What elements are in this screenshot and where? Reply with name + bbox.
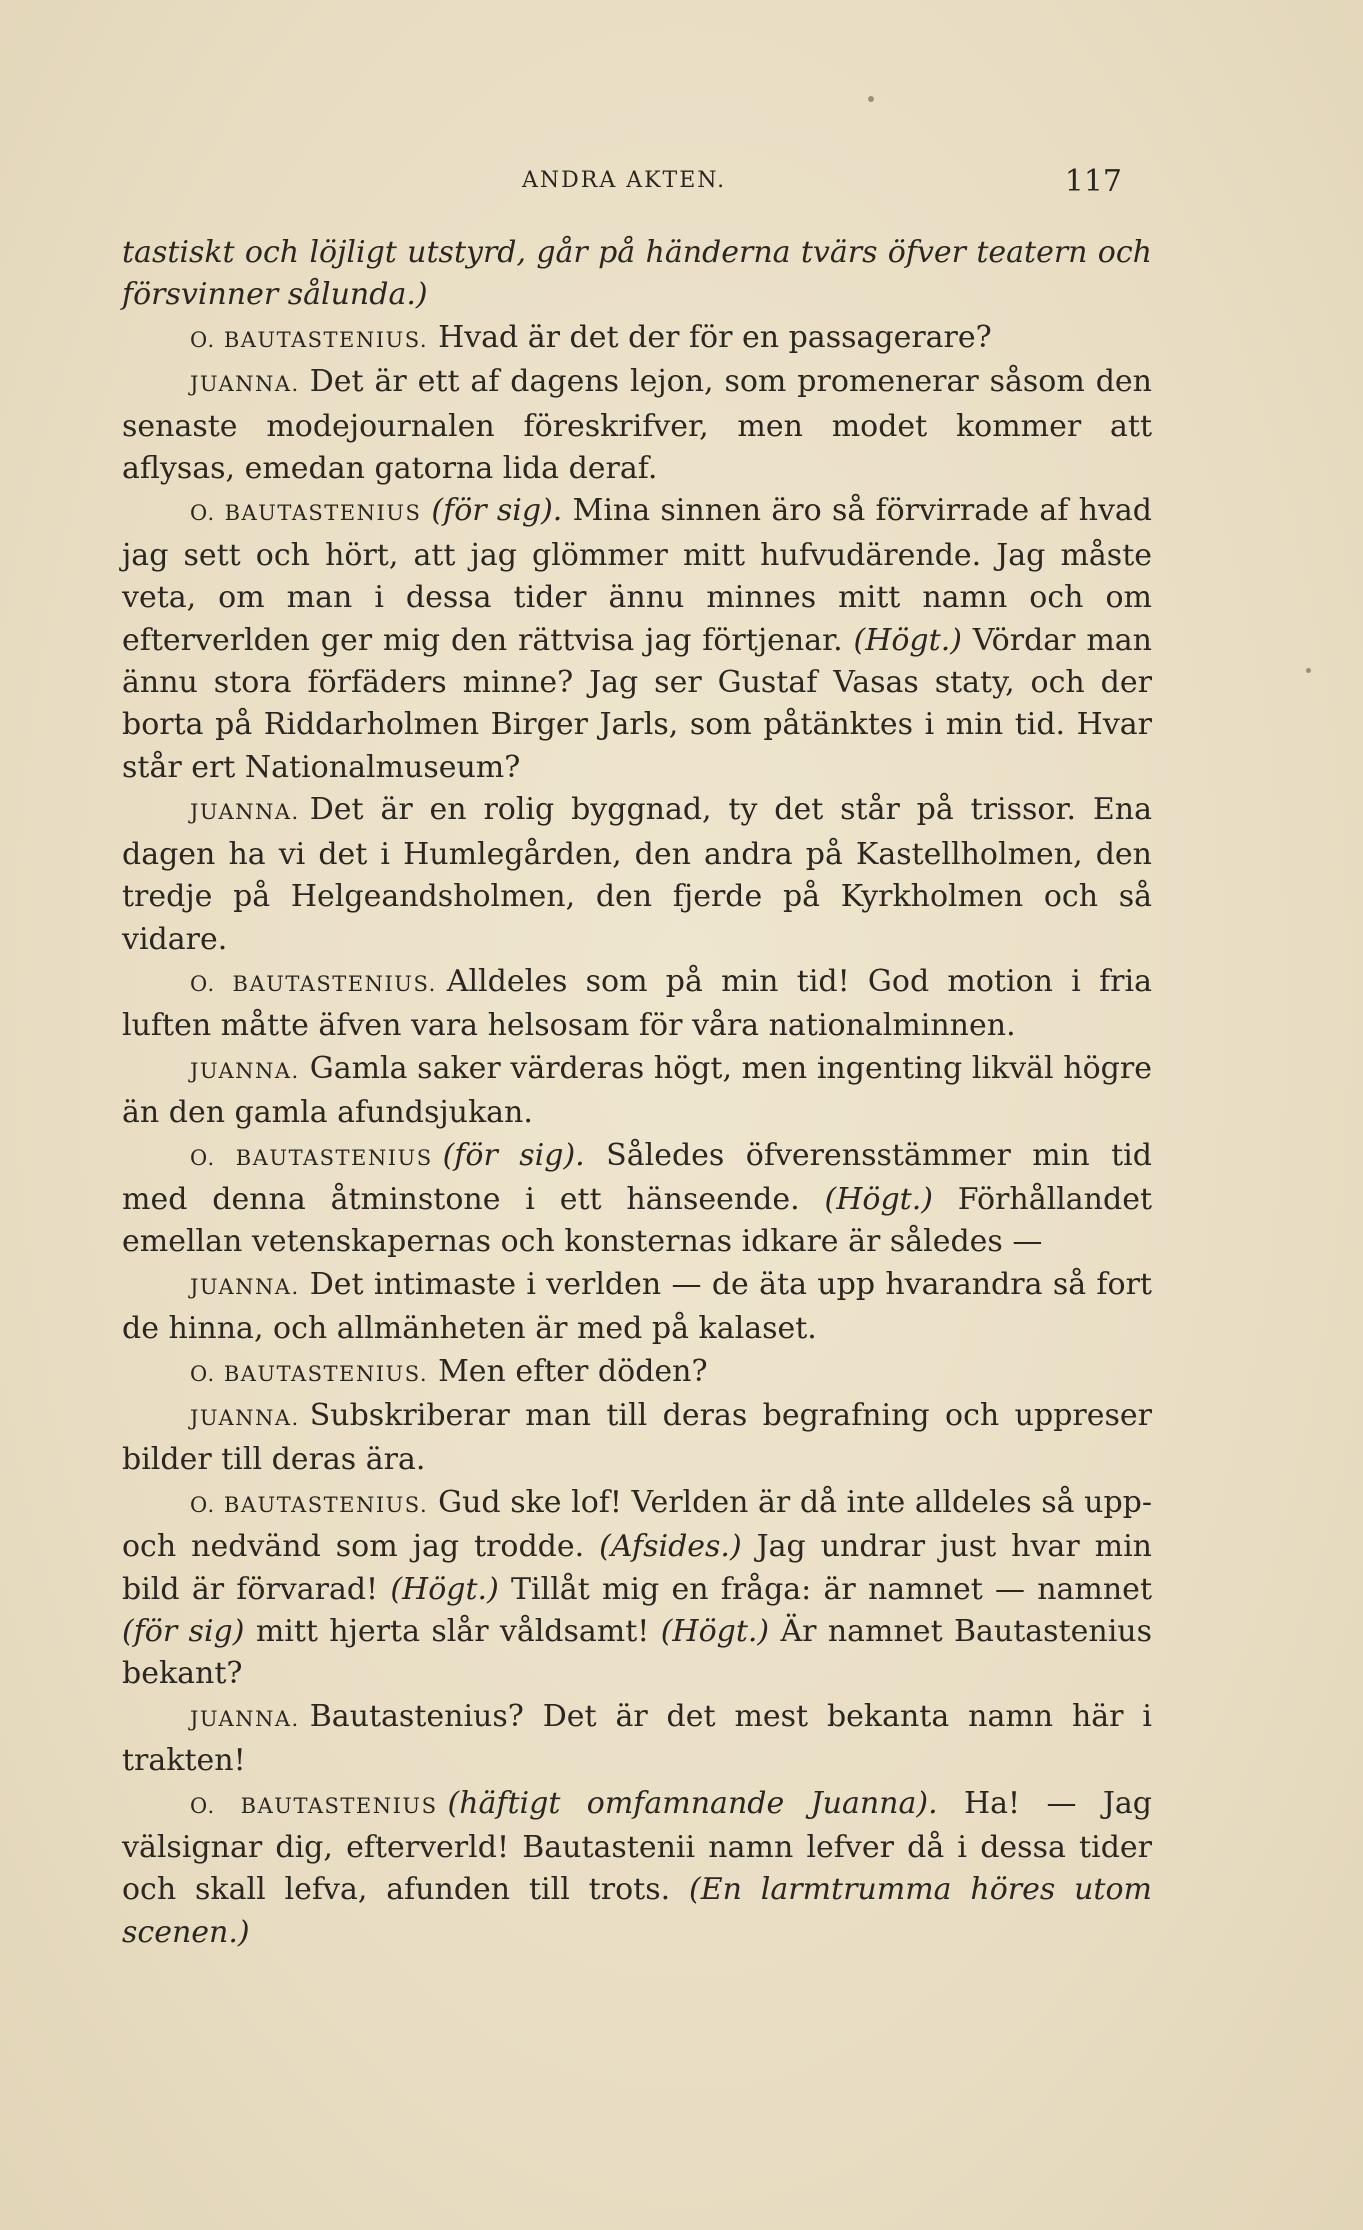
speech-text: Gamla saker värderas högt, men ingenting likväl högre än den gamla afundsjukan. — [122, 1050, 1152, 1131]
stage-aside: (Afsides.) — [599, 1529, 742, 1565]
paper-speck — [1306, 668, 1311, 673]
speaker-name: O. BAUTASTENIUS — [190, 501, 422, 526]
stage-aside: (för sig). — [431, 493, 563, 529]
dialogue-paragraph — [122, 317, 1152, 361]
speaker-name: O. BAUTASTENIUS. — [190, 327, 429, 352]
dialogue-paragraph — [122, 1135, 1152, 1264]
stage-aside: (Högt.) — [853, 622, 962, 658]
dialogue-paragraph — [122, 1395, 1152, 1482]
speech-text: Subskriberar man till deras begrafning och uppreser bilder till deras ära. — [122, 1397, 1152, 1478]
speech-text: Förhållandet emellan vetenskapernas och konsternas idkare är således — — [122, 1181, 1153, 1260]
page-body — [122, 232, 1152, 1954]
stage-aside: (för sig). — [442, 1137, 585, 1173]
speaker-name: JUANNA. — [190, 1274, 300, 1299]
speech-text: Är namnet Bautastenius bekant? — [122, 1614, 1152, 1692]
speech-text: Vördar man ännu stora förfäders minne? Jag ser Gustaf Vasas staty, och der borta på Riddarholmen Birger Jarls, som påtänktes i min tid. Hvar står ert Nationalmuseum? — [122, 622, 1152, 785]
dialogue-paragraph — [122, 361, 1152, 490]
stage-aside: (häftigt omfamnande Juanna). — [447, 1785, 938, 1821]
dialogue-paragraph — [122, 1783, 1152, 1955]
speaker-name: JUANNA. — [190, 1706, 300, 1731]
speech-text: Gud ske lof! Verlden är då inte alldeles så upp- och nedvänd som jag trodde. — [122, 1484, 1152, 1565]
stage-aside: (Högt.) — [390, 1571, 499, 1607]
page-header — [122, 164, 1122, 208]
running-head: ANDRA AKTEN. — [522, 168, 727, 193]
dialogue-paragraph — [122, 961, 1152, 1048]
paper-speck — [868, 96, 874, 102]
speaker-name: JUANNA. — [190, 800, 300, 825]
speaker-name: JUANNA. — [190, 1405, 300, 1430]
stage-aside: (Högt.) — [660, 1614, 770, 1649]
speaker-name: O. BAUTASTENIUS. — [190, 1492, 429, 1517]
speaker-name: O. BAUTASTENIUS. — [190, 1361, 429, 1386]
dialogue-paragraph — [122, 1482, 1152, 1696]
stage-direction: tastiskt och löjligt utstyrd, går på händerna tvärs öfver teatern och försvinner sålunda.) — [122, 235, 1152, 313]
speech-text: Det intimaste i verlden — de äta upp hvarandra så fort de hinna, och allmänheten är med på kalaset. — [122, 1266, 1152, 1347]
speaker-name: O. BAUTASTENIUS — [190, 1793, 438, 1818]
speech-text: Ha! — Jag välsignar dig, efterverld! Bautastenii namn lefver då i dessa tider och skall lefva, afunden till trots. — [122, 1785, 1153, 1908]
dialogue — [122, 317, 1152, 1954]
stage-aside: (Högt.) — [824, 1181, 933, 1217]
speaker-name: JUANNA. — [190, 372, 300, 397]
speech-text: Mina sinnen äro så förvirrade af hvad jag sett och hört, att jag glömmer mitt hufvudärende. Jag måste veta, om man i dessa tider ännu minnes mitt namn och om efterverlden ger mig den rättvisa jag förtjenar. — [122, 493, 1153, 658]
dialogue-paragraph — [122, 1264, 1152, 1351]
dialogue-paragraph — [122, 1048, 1152, 1135]
speech-text: mitt hjerta slår våldsamt! — [244, 1614, 661, 1649]
speech-text: Det är ett af dagens lejon, som promenerar såsom den senaste modejournalen föreskrifver, men modet kommer att aflysas, emedan gatorna lida deraf. — [122, 364, 1152, 487]
speaker-name: JUANNA. — [190, 1058, 300, 1083]
speech-text: Men efter döden? — [438, 1353, 708, 1389]
speech-text: Tillåt mig en fråga: är namnet — namnet — [498, 1571, 1152, 1607]
speech-text: Således öfverensstämmer min tid med denna åtminstone i ett hänseende. — [122, 1137, 1152, 1217]
speech-text: Jag undrar just hvar min bild är förvarad! — [122, 1529, 1152, 1607]
speech-text: Det är en rolig byggnad, ty det står på trissor. Ena dagen ha vi det i Humlegården, den andra på Kastellholmen, den tredje på Helgeandsholmen, den fjerde på Kyrkholmen och så vidare. — [122, 792, 1152, 957]
dialogue-paragraph — [122, 789, 1152, 961]
dialogue-paragraph — [122, 1351, 1152, 1395]
speech-text: Alldeles som på min tid! God motion i fria luften måtte äfven vara helsosam för våra nationalminnen. — [122, 963, 1153, 1044]
speech-text: Hvad är det der för en passagerare? — [438, 319, 992, 355]
dialogue-paragraph — [122, 490, 1152, 789]
stage-aside: (för sig) — [122, 1614, 245, 1649]
stage-aside: (En larmtrumma höres utom scenen.) — [122, 1872, 1152, 1950]
speaker-name: O. BAUTASTENIUS — [190, 1145, 433, 1170]
dialogue-paragraph — [122, 1696, 1152, 1783]
speech-text: Bautastenius? Det är det mest bekanta namn här i trakten! — [122, 1698, 1152, 1779]
speaker-name: O. BAUTASTENIUS. — [190, 971, 437, 996]
page-number: 117 — [1064, 164, 1122, 199]
